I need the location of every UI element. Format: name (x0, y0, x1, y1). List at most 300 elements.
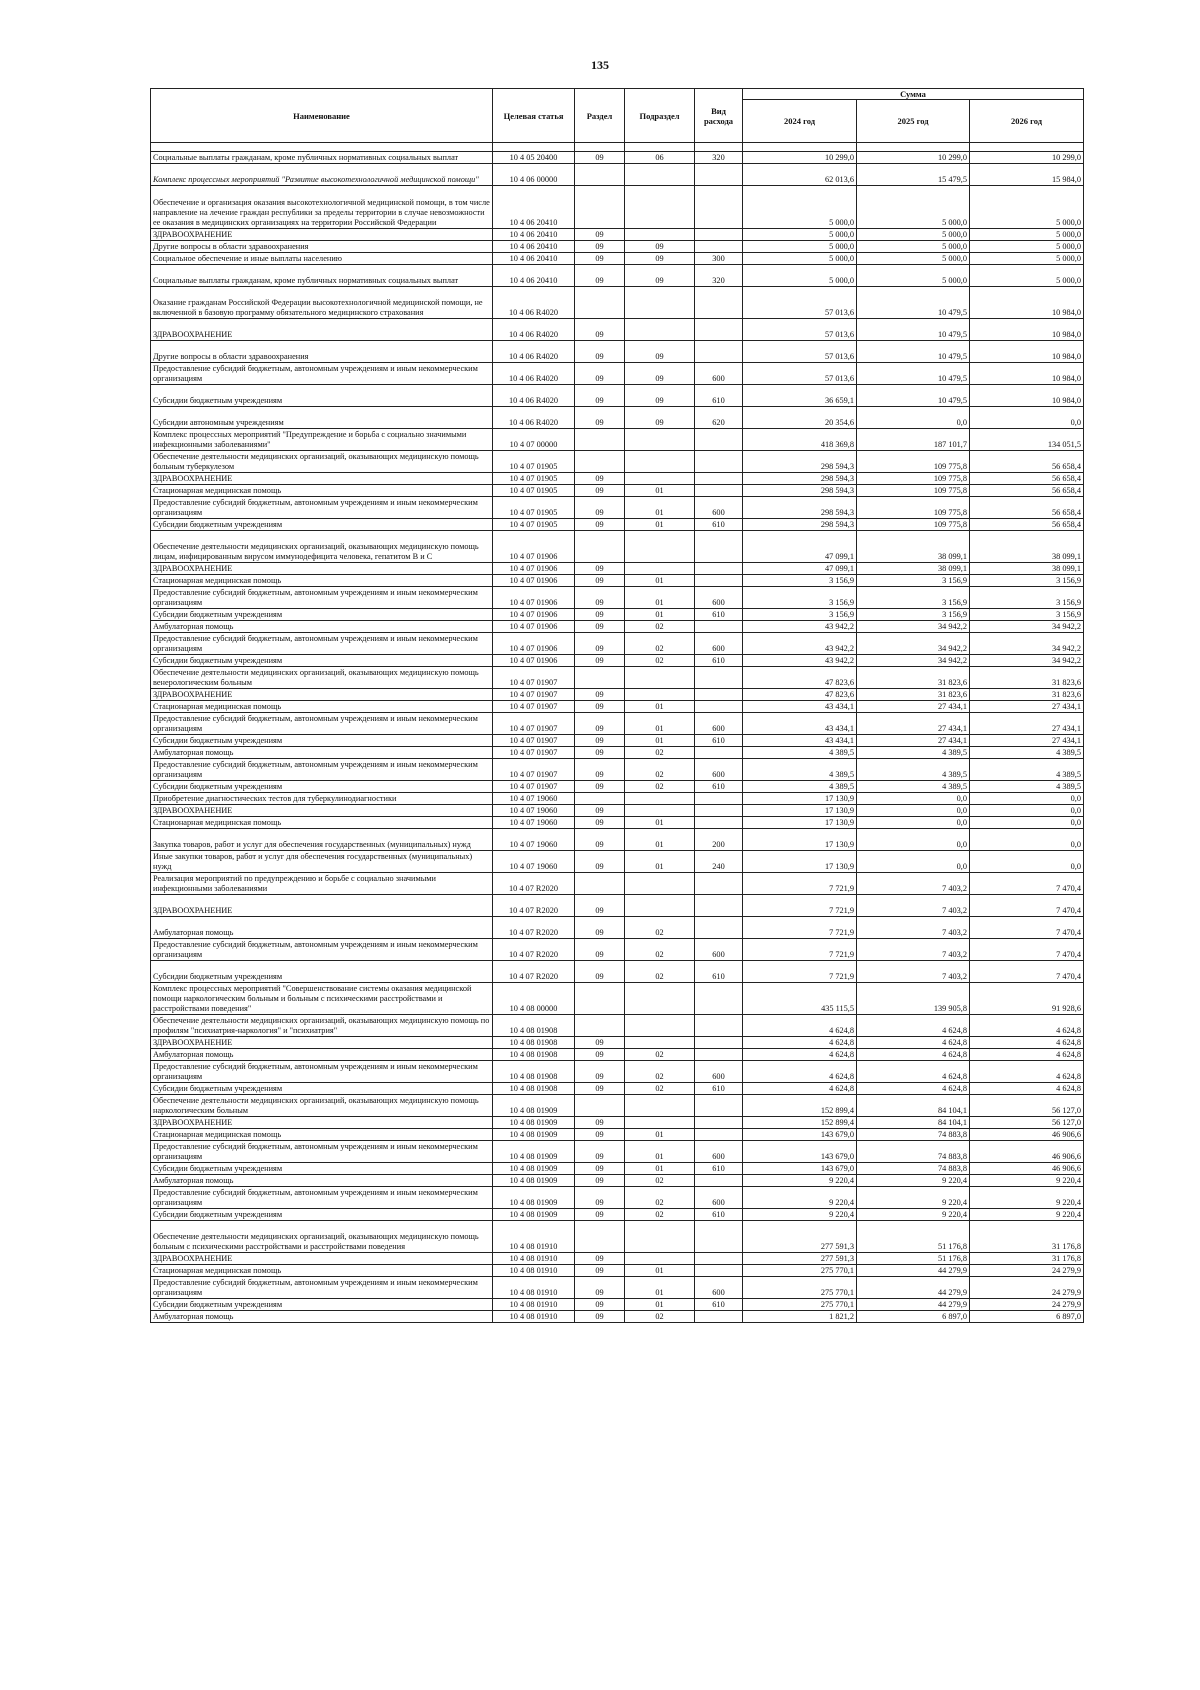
row-section-cell: 09 (575, 805, 625, 817)
row-name-cell: Социальное обеспечение и иные выплаты населению (151, 253, 493, 265)
row-section-cell: 09 (575, 363, 625, 385)
row-target-code-cell: 10 4 07 R2020 (493, 917, 575, 939)
row-subsection-cell: 02 (625, 1311, 695, 1323)
row-subsection-cell (625, 1015, 695, 1037)
row-name-cell: Субсидии бюджетным учреждениям (151, 781, 493, 793)
row-expense-type-cell (695, 531, 743, 563)
budget-table (150, 88, 1084, 1323)
row-name-cell: Обеспечение деятельности медицинских организаций, оказывающих медицинскую помощь по профилям "психиатрия-наркология" и "психиатрия" (151, 1015, 493, 1037)
table-row (151, 1117, 1084, 1129)
row-expense-type-cell (695, 241, 743, 253)
row-expense-type-cell (695, 429, 743, 451)
row-subsection-cell: 01 (625, 1277, 695, 1299)
row-sum-2024-cell: 3 156,9 (743, 575, 857, 587)
row-sum-2026-cell: 3 156,9 (970, 587, 1084, 609)
row-name-cell: Субсидии бюджетным учреждениям (151, 519, 493, 531)
row-sum-2025-cell: 187 101,7 (857, 429, 970, 451)
row-name-cell: Предоставление субсидий бюджетным, автономным учреждениям и иным некоммерческим организациям (151, 633, 493, 655)
row-sum-2024-cell: 43 434,1 (743, 713, 857, 735)
row-sum-2024-cell: 47 099,1 (743, 563, 857, 575)
row-sum-2024-cell: 4 389,5 (743, 781, 857, 793)
table-row (151, 563, 1084, 575)
row-sum-2025-cell: 44 279,9 (857, 1299, 970, 1311)
row-expense-type-cell: 600 (695, 1061, 743, 1083)
row-section-cell: 09 (575, 1049, 625, 1061)
row-expense-type-cell (695, 1311, 743, 1323)
row-subsection-cell: 01 (625, 587, 695, 609)
row-target-code-cell: 10 4 06 R4020 (493, 341, 575, 363)
row-name-cell: Обеспечение деятельности медицинских организаций, оказывающих медицинскую помощь лицам, инфицированным вирусом иммунодефицита человека, гепатитом В и С (151, 531, 493, 563)
row-target-code-cell: 10 4 07 R2020 (493, 939, 575, 961)
table-row (151, 805, 1084, 817)
row-section-cell: 09 (575, 851, 625, 873)
row-sum-2024-cell: 7 721,9 (743, 873, 857, 895)
row-sum-2026-cell: 0,0 (970, 805, 1084, 817)
row-name-cell: Иные закупки товаров, работ и услуг для обеспечения государственных (муниципальных) нужд (151, 851, 493, 873)
row-sum-2024-cell: 62 013,6 (743, 164, 857, 186)
row-sum-2024-cell: 43 942,2 (743, 633, 857, 655)
row-target-code-cell: 10 4 06 20410 (493, 186, 575, 229)
table-row (151, 1083, 1084, 1095)
row-sum-2025-cell: 109 775,8 (857, 497, 970, 519)
row-sum-2024-cell: 17 130,9 (743, 829, 857, 851)
row-section-cell: 09 (575, 1277, 625, 1299)
row-name-cell: Субсидии автономным учреждениям (151, 407, 493, 429)
row-sum-2026-cell: 3 156,9 (970, 609, 1084, 621)
row-name-cell: Предоставление субсидий бюджетным, автономным учреждениям и иным некоммерческим организациям (151, 363, 493, 385)
row-sum-2024-cell: 4 624,8 (743, 1083, 857, 1095)
row-sum-2025-cell: 4 624,8 (857, 1061, 970, 1083)
header-section: Раздел (575, 89, 625, 143)
row-section-cell: 09 (575, 1187, 625, 1209)
header-name: Наименование (151, 89, 493, 143)
row-sum-2026-cell: 56 658,4 (970, 497, 1084, 519)
row-target-code-cell: 10 4 06 20410 (493, 229, 575, 241)
row-sum-2026-cell: 5 000,0 (970, 253, 1084, 265)
row-section-cell (575, 667, 625, 689)
row-sum-2025-cell: 4 389,5 (857, 781, 970, 793)
row-name-cell: Амбулаторная помощь (151, 621, 493, 633)
row-target-code-cell: 10 4 08 01909 (493, 1129, 575, 1141)
row-section-cell: 09 (575, 385, 625, 407)
row-target-code-cell: 10 4 07 01905 (493, 473, 575, 485)
row-section-cell (575, 1015, 625, 1037)
row-subsection-cell (625, 319, 695, 341)
row-sum-2025-cell: 31 823,6 (857, 689, 970, 701)
row-target-code-cell: 10 4 07 01907 (493, 735, 575, 747)
header-subsection: Подраздел (625, 89, 695, 143)
row-sum-2026-cell: 56 658,4 (970, 473, 1084, 485)
row-name-cell: Субсидии бюджетным учреждениям (151, 655, 493, 667)
row-sum-2024-cell: 47 823,6 (743, 667, 857, 689)
row-target-code-cell: 10 4 08 01909 (493, 1141, 575, 1163)
row-sum-2024-cell: 277 591,3 (743, 1221, 857, 1253)
table-row (151, 961, 1084, 983)
table-row (151, 1037, 1084, 1049)
table-row (151, 164, 1084, 186)
row-sum-2024-cell: 298 594,3 (743, 485, 857, 497)
row-target-code-cell: 10 4 07 01906 (493, 633, 575, 655)
row-sum-2025-cell: 7 403,2 (857, 873, 970, 895)
row-section-cell: 09 (575, 1175, 625, 1187)
row-sum-2026-cell: 56 127,0 (970, 1117, 1084, 1129)
row-sum-2025-cell: 7 403,2 (857, 939, 970, 961)
table-row (151, 1187, 1084, 1209)
row-sum-2024-cell: 17 130,9 (743, 793, 857, 805)
row-name-cell: Комплекс процессных мероприятий "Совершенствование системы оказания медицинской помощи наркологическим больным и больным с психическими расстройствами и расстройствами поведения" (151, 983, 493, 1015)
row-name-cell: Стационарная медицинская помощь (151, 701, 493, 713)
row-sum-2026-cell: 31 823,6 (970, 667, 1084, 689)
row-subsection-cell: 02 (625, 1083, 695, 1095)
row-sum-2026-cell: 9 220,4 (970, 1175, 1084, 1187)
table-row (151, 609, 1084, 621)
row-expense-type-cell: 200 (695, 829, 743, 851)
row-sum-2024-cell: 298 594,3 (743, 473, 857, 485)
table-row (151, 287, 1084, 319)
row-sum-2024-cell: 298 594,3 (743, 451, 857, 473)
row-sum-2024-cell: 5 000,0 (743, 186, 857, 229)
row-sum-2026-cell: 38 099,1 (970, 531, 1084, 563)
table-row (151, 851, 1084, 873)
row-sum-2025-cell: 27 434,1 (857, 735, 970, 747)
table-row (151, 1141, 1084, 1163)
row-expense-type-cell (695, 917, 743, 939)
table-row (151, 473, 1084, 485)
table-row (151, 587, 1084, 609)
row-section-cell: 09 (575, 485, 625, 497)
row-section-cell (575, 186, 625, 229)
row-subsection-cell (625, 473, 695, 485)
row-sum-2025-cell: 84 104,1 (857, 1117, 970, 1129)
row-subsection-cell (625, 805, 695, 817)
row-sum-2024-cell: 5 000,0 (743, 241, 857, 253)
row-sum-2026-cell: 34 942,2 (970, 655, 1084, 667)
row-target-code-cell: 10 4 06 20410 (493, 265, 575, 287)
row-name-cell: Обеспечение деятельности медицинских организаций, оказывающих медицинскую помощь венерологическим больным (151, 667, 493, 689)
row-expense-type-cell: 610 (695, 961, 743, 983)
row-target-code-cell: 10 4 07 R2020 (493, 961, 575, 983)
row-expense-type-cell: 600 (695, 1277, 743, 1299)
row-target-code-cell: 10 4 06 R4020 (493, 319, 575, 341)
row-expense-type-cell: 600 (695, 759, 743, 781)
row-section-cell (575, 164, 625, 186)
row-sum-2024-cell: 36 659,1 (743, 385, 857, 407)
row-expense-type-cell (695, 793, 743, 805)
row-section-cell: 09 (575, 152, 625, 164)
row-section-cell: 09 (575, 817, 625, 829)
header-expense-type: Вид расхода (695, 89, 743, 143)
row-sum-2024-cell: 143 679,0 (743, 1141, 857, 1163)
table-row (151, 265, 1084, 287)
table-row (151, 253, 1084, 265)
budget-table-container (150, 88, 1083, 1323)
row-sum-2025-cell: 9 220,4 (857, 1187, 970, 1209)
row-target-code-cell: 10 4 05 20400 (493, 152, 575, 164)
row-sum-2024-cell: 10 299,0 (743, 152, 857, 164)
row-target-code-cell: 10 4 07 01905 (493, 519, 575, 531)
table-row (151, 917, 1084, 939)
row-section-cell: 09 (575, 1265, 625, 1277)
row-sum-2024-cell: 3 156,9 (743, 609, 857, 621)
row-subsection-cell: 01 (625, 575, 695, 587)
row-subsection-cell: 09 (625, 265, 695, 287)
table-row (151, 1175, 1084, 1187)
row-name-cell: Предоставление субсидий бюджетным, автономным учреждениям и иным некоммерческим организациям (151, 759, 493, 781)
row-sum-2026-cell: 34 942,2 (970, 633, 1084, 655)
row-expense-type-cell (695, 1049, 743, 1061)
row-name-cell: ЗДРАВООХРАНЕНИЕ (151, 563, 493, 575)
table-row (151, 1049, 1084, 1061)
row-sum-2024-cell: 4 624,8 (743, 1061, 857, 1083)
row-sum-2026-cell: 7 470,4 (970, 873, 1084, 895)
row-sum-2024-cell: 57 013,6 (743, 287, 857, 319)
row-name-cell: Предоставление субсидий бюджетным, автономным учреждениям и иным некоммерческим организациям (151, 1061, 493, 1083)
row-name-cell: Стационарная медицинская помощь (151, 817, 493, 829)
row-target-code-cell: 10 4 08 01908 (493, 1083, 575, 1095)
row-subsection-cell: 06 (625, 152, 695, 164)
row-expense-type-cell: 610 (695, 1299, 743, 1311)
table-row (151, 1265, 1084, 1277)
row-section-cell: 09 (575, 229, 625, 241)
row-subsection-cell: 09 (625, 341, 695, 363)
row-name-cell: Приобретение диагностических тестов для туберкулинодиагностики (151, 793, 493, 805)
row-section-cell: 09 (575, 575, 625, 587)
row-section-cell: 09 (575, 241, 625, 253)
row-section-cell: 09 (575, 1083, 625, 1095)
row-target-code-cell: 10 4 07 01906 (493, 563, 575, 575)
row-name-cell: ЗДРАВООХРАНЕНИЕ (151, 1253, 493, 1265)
row-subsection-cell: 02 (625, 621, 695, 633)
header-year-2025: 2025 год (857, 100, 970, 143)
row-subsection-cell: 02 (625, 747, 695, 759)
row-sum-2025-cell: 34 942,2 (857, 655, 970, 667)
row-sum-2025-cell: 5 000,0 (857, 186, 970, 229)
table-row (151, 1253, 1084, 1265)
row-sum-2025-cell: 0,0 (857, 407, 970, 429)
row-target-code-cell: 10 4 06 20410 (493, 253, 575, 265)
row-expense-type-cell (695, 451, 743, 473)
table-row (151, 689, 1084, 701)
row-target-code-cell: 10 4 07 R2020 (493, 895, 575, 917)
row-sum-2024-cell: 4 624,8 (743, 1049, 857, 1061)
row-name-cell: ЗДРАВООХРАНЕНИЕ (151, 473, 493, 485)
row-sum-2026-cell: 56 658,4 (970, 519, 1084, 531)
row-sum-2025-cell: 6 897,0 (857, 1311, 970, 1323)
row-sum-2026-cell: 4 624,8 (970, 1083, 1084, 1095)
row-sum-2026-cell: 4 624,8 (970, 1037, 1084, 1049)
row-sum-2026-cell: 5 000,0 (970, 229, 1084, 241)
row-sum-2024-cell: 20 354,6 (743, 407, 857, 429)
table-row (151, 1095, 1084, 1117)
table-row (151, 655, 1084, 667)
row-sum-2025-cell: 3 156,9 (857, 575, 970, 587)
row-sum-2026-cell: 7 470,4 (970, 917, 1084, 939)
row-subsection-cell: 01 (625, 817, 695, 829)
row-target-code-cell: 10 4 07 01906 (493, 575, 575, 587)
row-section-cell (575, 983, 625, 1015)
row-section-cell: 09 (575, 1253, 625, 1265)
row-sum-2026-cell: 31 176,8 (970, 1221, 1084, 1253)
row-expense-type-cell (695, 983, 743, 1015)
row-section-cell: 09 (575, 609, 625, 621)
table-row (151, 1277, 1084, 1299)
row-sum-2025-cell: 5 000,0 (857, 265, 970, 287)
row-section-cell: 09 (575, 621, 625, 633)
row-sum-2025-cell: 51 176,8 (857, 1253, 970, 1265)
row-section-cell: 09 (575, 1061, 625, 1083)
row-section-cell (575, 287, 625, 319)
row-subsection-cell: 01 (625, 851, 695, 873)
row-sum-2024-cell: 7 721,9 (743, 895, 857, 917)
row-target-code-cell: 10 4 08 00000 (493, 983, 575, 1015)
row-sum-2026-cell: 56 658,4 (970, 485, 1084, 497)
row-section-cell: 09 (575, 1141, 625, 1163)
row-target-code-cell: 10 4 08 01908 (493, 1037, 575, 1049)
header-year-2026: 2026 год (970, 100, 1084, 143)
row-section-cell: 09 (575, 341, 625, 363)
row-subsection-cell: 01 (625, 1299, 695, 1311)
row-sum-2024-cell: 9 220,4 (743, 1175, 857, 1187)
row-name-cell: Другие вопросы в области здравоохранения (151, 341, 493, 363)
row-sum-2026-cell: 31 823,6 (970, 689, 1084, 701)
row-sum-2024-cell: 298 594,3 (743, 519, 857, 531)
row-target-code-cell: 10 4 07 19060 (493, 817, 575, 829)
row-section-cell: 09 (575, 587, 625, 609)
row-sum-2024-cell: 3 156,9 (743, 587, 857, 609)
row-target-code-cell: 10 4 06 R4020 (493, 363, 575, 385)
row-subsection-cell: 01 (625, 1129, 695, 1141)
row-sum-2026-cell: 0,0 (970, 851, 1084, 873)
row-sum-2026-cell: 4 389,5 (970, 747, 1084, 759)
row-sum-2026-cell: 56 658,4 (970, 451, 1084, 473)
table-row (151, 319, 1084, 341)
row-sum-2025-cell: 7 403,2 (857, 961, 970, 983)
row-expense-type-cell (695, 747, 743, 759)
table-row (151, 451, 1084, 473)
row-expense-type-cell: 320 (695, 265, 743, 287)
row-subsection-cell: 09 (625, 363, 695, 385)
row-name-cell: ЗДРАВООХРАНЕНИЕ (151, 1037, 493, 1049)
row-sum-2024-cell: 5 000,0 (743, 265, 857, 287)
row-sum-2026-cell: 7 470,4 (970, 895, 1084, 917)
row-sum-2025-cell: 44 279,9 (857, 1265, 970, 1277)
row-sum-2026-cell: 24 279,9 (970, 1277, 1084, 1299)
row-sum-2026-cell: 5 000,0 (970, 241, 1084, 253)
header-code: Целевая статья (493, 89, 575, 143)
row-subsection-cell: 02 (625, 939, 695, 961)
row-name-cell: Оказание гражданам Российской Федерации высокотехнологичной медицинской помощи, не включенной в базовую программу обязательного медицинского страхования (151, 287, 493, 319)
row-target-code-cell: 10 4 06 20410 (493, 241, 575, 253)
row-expense-type-cell (695, 1129, 743, 1141)
row-expense-type-cell (695, 1265, 743, 1277)
row-subsection-cell: 02 (625, 917, 695, 939)
row-sum-2026-cell: 134 051,5 (970, 429, 1084, 451)
row-section-cell: 09 (575, 1311, 625, 1323)
row-target-code-cell: 10 4 07 01907 (493, 689, 575, 701)
row-sum-2025-cell: 9 220,4 (857, 1209, 970, 1221)
row-sum-2024-cell: 43 434,1 (743, 701, 857, 713)
row-sum-2024-cell: 43 942,2 (743, 621, 857, 633)
row-expense-type-cell (695, 164, 743, 186)
row-sum-2024-cell: 57 013,6 (743, 341, 857, 363)
row-section-cell: 09 (575, 1117, 625, 1129)
row-expense-type-cell (695, 575, 743, 587)
row-target-code-cell: 10 4 08 01908 (493, 1015, 575, 1037)
row-section-cell: 09 (575, 759, 625, 781)
row-target-code-cell: 10 4 07 01906 (493, 655, 575, 667)
row-target-code-cell: 10 4 07 01905 (493, 451, 575, 473)
row-expense-type-cell (695, 485, 743, 497)
row-sum-2026-cell: 7 470,4 (970, 939, 1084, 961)
row-subsection-cell: 01 (625, 701, 695, 713)
row-name-cell: Амбулаторная помощь (151, 1175, 493, 1187)
row-sum-2025-cell: 4 624,8 (857, 1083, 970, 1095)
row-subsection-cell: 01 (625, 1265, 695, 1277)
table-row (151, 633, 1084, 655)
table-row (151, 429, 1084, 451)
row-section-cell: 09 (575, 689, 625, 701)
row-name-cell: Предоставление субсидий бюджетным, автономным учреждениям и иным некоммерческим организациям (151, 497, 493, 519)
row-name-cell: ЗДРАВООХРАНЕНИЕ (151, 319, 493, 341)
row-sum-2024-cell: 7 721,9 (743, 939, 857, 961)
row-sum-2025-cell: 5 000,0 (857, 253, 970, 265)
row-sum-2026-cell: 6 897,0 (970, 1311, 1084, 1323)
row-subsection-cell (625, 1037, 695, 1049)
row-name-cell: Комплекс процессных мероприятий "Предупреждение и борьба с социально значимыми инфекционными заболеваниями" (151, 429, 493, 451)
row-expense-type-cell: 610 (695, 519, 743, 531)
table-row (151, 575, 1084, 587)
row-sum-2025-cell: 4 624,8 (857, 1015, 970, 1037)
row-name-cell: Предоставление субсидий бюджетным, автономным учреждениям и иным некоммерческим организациям (151, 939, 493, 961)
row-sum-2026-cell: 46 906,6 (970, 1141, 1084, 1163)
row-expense-type-cell (695, 873, 743, 895)
row-name-cell: ЗДРАВООХРАНЕНИЕ (151, 229, 493, 241)
row-sum-2024-cell: 152 899,4 (743, 1117, 857, 1129)
row-expense-type-cell (695, 341, 743, 363)
row-name-cell: Обеспечение и организация оказания высокотехнологичной медицинской помощи, в том числе направление на лечение граждан республики за пределы территории в случае невозможности ее оказания в медицинских организациях на территории Российской Федерации (151, 186, 493, 229)
row-sum-2024-cell: 47 099,1 (743, 531, 857, 563)
row-subsection-cell: 01 (625, 497, 695, 519)
table-row (151, 497, 1084, 519)
table-row (151, 895, 1084, 917)
table-row (151, 407, 1084, 429)
row-section-cell: 09 (575, 713, 625, 735)
row-name-cell: ЗДРАВООХРАНЕНИЕ (151, 1117, 493, 1129)
row-sum-2025-cell: 10 479,5 (857, 363, 970, 385)
row-name-cell: Предоставление субсидий бюджетным, автономным учреждениям и иным некоммерческим организациям (151, 713, 493, 735)
row-sum-2024-cell: 418 369,8 (743, 429, 857, 451)
row-subsection-cell (625, 186, 695, 229)
row-section-cell: 09 (575, 563, 625, 575)
row-name-cell: Амбулаторная помощь (151, 917, 493, 939)
row-sum-2026-cell: 10 984,0 (970, 363, 1084, 385)
row-sum-2026-cell: 0,0 (970, 793, 1084, 805)
row-sum-2024-cell: 275 770,1 (743, 1265, 857, 1277)
row-target-code-cell: 10 4 07 19060 (493, 793, 575, 805)
row-subsection-cell: 02 (625, 1049, 695, 1061)
row-expense-type-cell: 600 (695, 1141, 743, 1163)
row-target-code-cell: 10 4 07 01906 (493, 621, 575, 633)
row-sum-2025-cell: 109 775,8 (857, 485, 970, 497)
row-subsection-cell: 01 (625, 1141, 695, 1163)
table-row (151, 1061, 1084, 1083)
row-sum-2025-cell: 3 156,9 (857, 587, 970, 609)
row-sum-2024-cell: 152 899,4 (743, 1095, 857, 1117)
row-target-code-cell: 10 4 06 R4020 (493, 385, 575, 407)
row-expense-type-cell: 600 (695, 713, 743, 735)
row-target-code-cell: 10 4 07 01906 (493, 587, 575, 609)
row-subsection-cell (625, 229, 695, 241)
